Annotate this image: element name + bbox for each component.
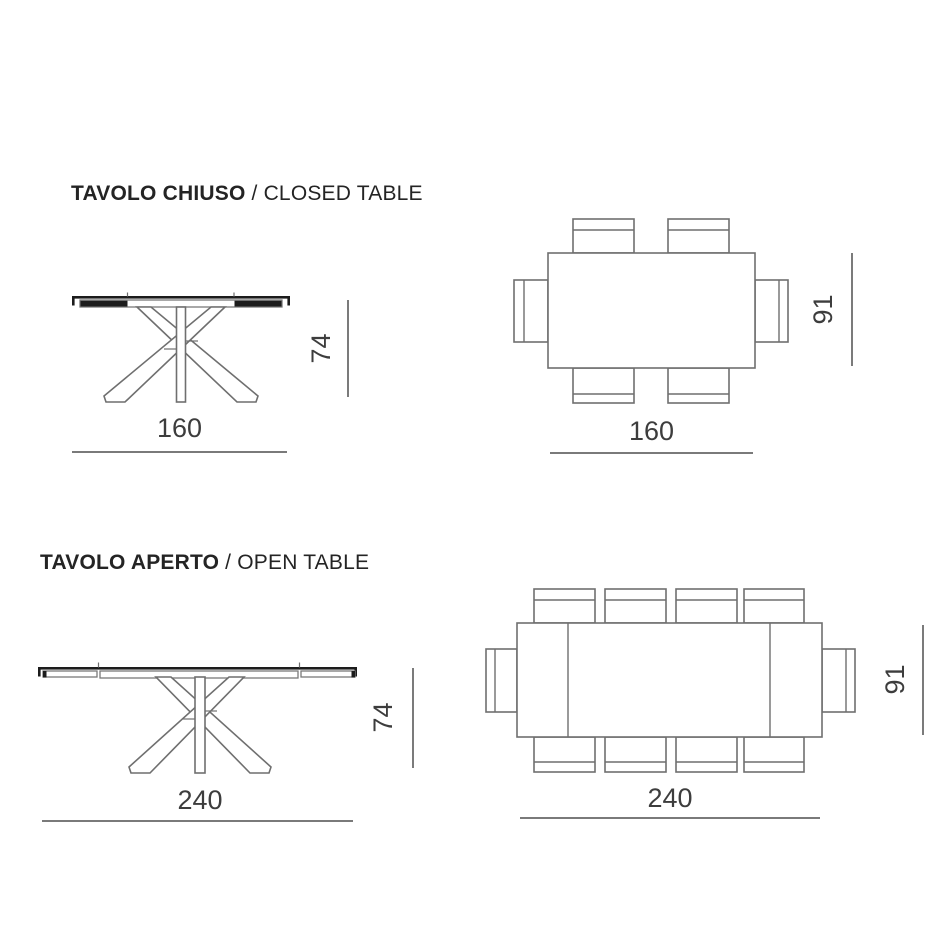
chair-seat — [744, 737, 804, 772]
chair-plan-bottom-2 — [668, 368, 729, 403]
chair-plan-right — [755, 280, 788, 342]
chair-plan-bottom-2 — [605, 737, 666, 772]
open-top-width-label: 240 — [647, 783, 693, 813]
open-front-width-dimension — [42, 785, 353, 821]
open-front-base — [129, 677, 271, 773]
chair-plan-bottom-4 — [744, 737, 804, 772]
chair-plan-top-4 — [744, 589, 804, 623]
open-front-view — [38, 663, 413, 822]
chair-seat — [514, 280, 548, 342]
center-post — [177, 307, 186, 402]
extension-leaf-right — [301, 671, 355, 677]
tabletop-surface — [38, 667, 357, 670]
closed-front-width-label: 160 — [156, 413, 203, 443]
closed-tabletop-plan — [548, 253, 755, 368]
closed-front-width-dimension — [72, 413, 287, 452]
closed-front-height-dimension — [306, 300, 348, 397]
chair-seat — [668, 368, 729, 403]
folded-leaf-right — [235, 301, 282, 307]
closed-front-base — [104, 307, 258, 402]
extension-leaf-left-cap — [43, 671, 47, 678]
chair-plan-bottom-3 — [676, 737, 737, 772]
open-top-width-dimension — [520, 783, 820, 818]
open-tabletop-plan — [517, 623, 822, 737]
open-top-depth-label: 91 — [880, 664, 910, 695]
closed-front-view — [72, 293, 348, 453]
tabletop-surface — [72, 296, 290, 299]
chair-seat — [744, 589, 804, 623]
chair-seat — [486, 649, 517, 712]
chair-plan-top-1 — [573, 219, 634, 253]
chair-seat — [534, 589, 595, 623]
center-post — [195, 677, 205, 773]
open-front-height-dimension — [368, 668, 413, 768]
chair-seat — [605, 737, 666, 772]
closed-top-width-label: 160 — [628, 416, 675, 446]
closed-top-view — [514, 219, 852, 453]
closed-front-tabletop — [72, 293, 290, 308]
chair-plan-bottom-1 — [573, 368, 634, 403]
chair-seat — [676, 589, 737, 623]
open-front-width-label: 240 — [177, 785, 223, 815]
chair-seat — [605, 589, 666, 623]
folded-leaf-left — [81, 301, 128, 307]
open-front-tabletop — [38, 663, 357, 679]
chair-plan-top-3 — [676, 589, 737, 623]
chair-plan-right — [822, 649, 855, 712]
chair-seat — [573, 219, 634, 253]
chair-seat — [822, 649, 855, 712]
open-table-title-english: / OPEN TABLE — [225, 551, 370, 574]
extension-leaf-right-cap — [352, 671, 356, 678]
chair-plan-left — [486, 649, 517, 712]
chair-plan-bottom-1 — [534, 737, 595, 772]
chair-plan-top-2 — [668, 219, 729, 253]
chair-plan-top-2 — [605, 589, 666, 623]
closed-top-depth-label: 91 — [808, 294, 838, 325]
tabletop-left-cap — [72, 299, 75, 306]
open-top-view — [486, 589, 923, 818]
open-table-title-italian: TAVOLO APERTO — [40, 551, 220, 574]
extension-leaf-left — [43, 671, 97, 677]
chair-seat — [676, 737, 737, 772]
open-front-height-label: 74 — [368, 702, 398, 733]
tabletop-right-cap — [287, 299, 290, 306]
closed-table-title-italian: TAVOLO CHIUSO — [71, 182, 246, 205]
chair-plan-top-1 — [534, 589, 595, 623]
closed-front-height-label: 74 — [306, 333, 336, 364]
chair-seat — [668, 219, 729, 253]
chair-seat — [534, 737, 595, 772]
closed-top-width-dimension — [550, 416, 753, 453]
chair-seat — [755, 280, 788, 342]
chair-seat — [573, 368, 634, 403]
closed-table-title-english: / CLOSED TABLE — [251, 182, 423, 205]
tabletop-left-cap — [38, 670, 41, 677]
open-top-depth-dimension — [880, 625, 923, 735]
closed-top-depth-dimension — [808, 253, 852, 366]
chair-plan-left — [514, 280, 548, 342]
